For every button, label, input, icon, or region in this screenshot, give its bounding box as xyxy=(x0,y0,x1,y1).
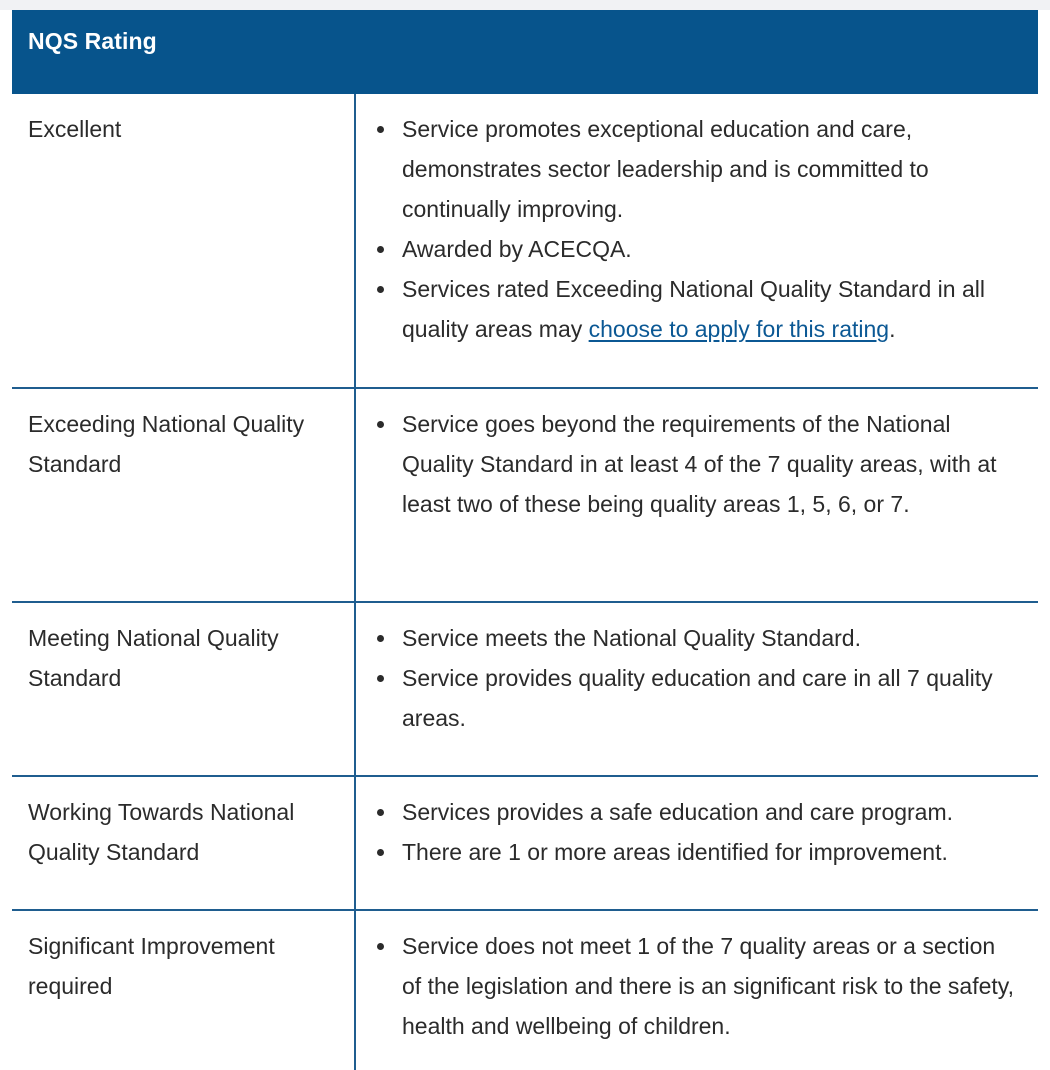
list-item: Services provides a safe education and care program. xyxy=(371,792,1018,832)
description-list xyxy=(371,404,1018,524)
list-item: Service does not meet 1 of the 7 quality areas or a section of the legislation and there is an significant risk to the safety, health and wellbeing of children. xyxy=(371,926,1018,1046)
rating-description xyxy=(355,388,1038,602)
table-row-significant-improvement xyxy=(12,910,1038,1070)
list-item: Service promotes exceptional education and care, demonstrates sector leadership and is committed to continually improving. xyxy=(371,109,1018,229)
table-row-working-towards xyxy=(12,776,1038,910)
rating-description xyxy=(355,94,1038,388)
rating-description xyxy=(355,776,1038,910)
table-row-meeting xyxy=(12,602,1038,776)
list-item: Service goes beyond the requirements of the National Quality Standard in at least 4 of the 7 quality areas, with at least two of these being quality areas 1, 5, 6, or 7. xyxy=(371,404,1018,524)
table-row-exceeding xyxy=(12,388,1038,602)
rating-name: Exceeding National Quality Standard xyxy=(12,388,355,602)
table-row-excellent xyxy=(12,94,1038,388)
rating-name: Excellent xyxy=(12,94,355,388)
table-header: NQS Rating xyxy=(12,10,1038,94)
rating-name: Working Towards National Quality Standard xyxy=(12,776,355,910)
description-list xyxy=(371,109,1018,349)
rating-name: Meeting National Quality Standard xyxy=(12,602,355,776)
list-item: Service provides quality education and care in all 7 quality areas. xyxy=(371,658,1018,738)
rating-description xyxy=(355,602,1038,776)
description-list xyxy=(371,618,1018,738)
description-list xyxy=(371,926,1018,1046)
nqs-rating-table xyxy=(12,10,1038,1070)
list-item: Service meets the National Quality Standard. xyxy=(371,618,1018,658)
apply-for-rating-link[interactable]: choose to apply for this rating xyxy=(588,316,890,342)
description-list xyxy=(371,792,1018,872)
page-top-strip xyxy=(0,0,1050,10)
rating-name: Significant Improvement required xyxy=(12,910,355,1070)
list-item: There are 1 or more areas identified for improvement. xyxy=(371,832,1018,872)
list-item-with-link xyxy=(371,269,1018,349)
list-item-text: Services rated Exceeding National Quality Standard in all quality areas may xyxy=(402,276,985,342)
table-header-row xyxy=(12,10,1038,94)
list-item-text-end: . xyxy=(889,316,896,342)
rating-description xyxy=(355,910,1038,1070)
list-item: Awarded by ACECQA. xyxy=(371,229,1018,269)
